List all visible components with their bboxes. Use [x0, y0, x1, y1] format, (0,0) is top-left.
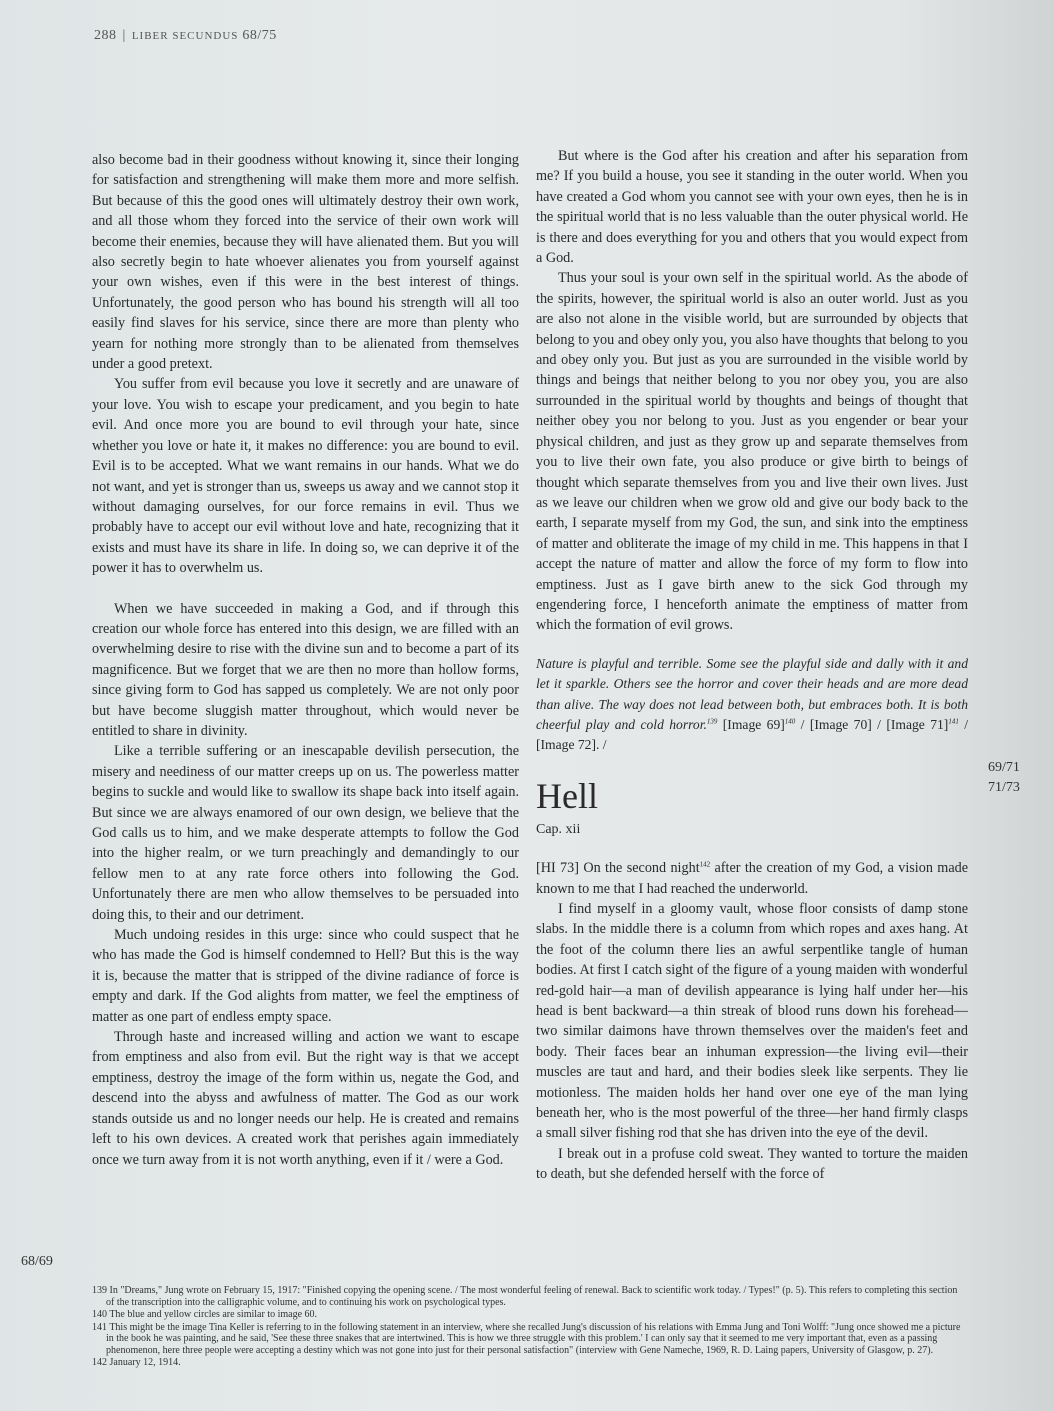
italic-text: Nature is playful and terrible. Some see the playful side and dally with it and let it sparkle. Others see the horror and cover their heads and are more dead than alive. The way does not lead between both, but embraces both. It is both cheerful play and cold horror.: [536, 655, 968, 732]
footnote-ref: 140: [784, 717, 796, 726]
folio-reference: 68/75: [242, 28, 277, 43]
left-column: [92, 150, 519, 1170]
footnote: 139 In "Dreams," Jung wrote on February 15, 1917: "Finished copying the opening scene. / The most wonderful feeling of renewal. Back to scientific work today. / Types!" (p. 5). This refers to completing this section of the transcription into the calligraphic volume, and to continuing his work on psychological types.: [92, 1285, 958, 1308]
paragraph: Thus your soul is your own self in the spiritual world. As the abode of the spirits, however, the spiritual world is also an outer world. Just as you are also not alone in the visible world, but are surrounded by objects that belong to you and obey only you, you also have thoughts that belong to you and obey only you. But just as you are surrounded in the visible world by things and beings that neither belong to you nor obey you, you are also surrounded in the spiritual world by thoughts and beings of thought that neither obey you nor belong to you. Just as you engender or bear your physical children, and just as they grow up and separate themselves from you to live their own fate, you also produce or give birth to beings of thought which separate themselves from you and live their own lives. Just as we leave our children when we grow old and give our body back to the earth, I separate myself from my God, the sun, and sink into the emptiness of matter and obliterate the image of my child in me. This happens in that I accept the nature of matter and allow the force of my form to flow into emptiness. Just as I gave birth anew to the sick God through my engendering force, I henceforth animate the emptiness of matter from which the formation of evil grows.: [536, 270, 968, 634]
footnote-ref: 141: [948, 717, 959, 726]
margin-note: 69/71: [988, 760, 1020, 775]
paragraph: I find myself in a gloomy vault, whose floor consists of damp stone slabs. In the middle there is a column from which ropes and axes hang. At the foot of the column there lies an awful serpentlike tangle of human bodies. At first I catch sight of the figure of a young maiden with wonderful red-gold hair—a man of devilish appearance is lying half under her—his head is bent backward—a thin streak of blood runs down his forehead—two similar daimons have thrown themselves over the maiden's feet and body. Their faces bear an inhuman expression—the living evil—their muscles are taut and hard, and their bodies sleek like serpents. They lie motionless. The maiden holds her hand over one eye of the man lying beneath her, who is the most powerful of the three—her hand firmly clasps a small silver fishing rod that she has driven into the eye of the devil.: [536, 901, 968, 1142]
image-ref: [Image 69]: [717, 716, 785, 732]
image-ref: / [Image 72]. /: [536, 716, 968, 753]
paragraph: When we have succeeded in making a God, and if through this creation our whole force has entered into this design, we are filled with an overwhelming desire to rise with the divine sun and to become a part of its magnificence. But we forget that we are then no more than hollow forms, since giving form to God has sapped us completely. We are not only poor but have become sluggish matter throughout, which would never be entitled to share in divinity.: [92, 600, 519, 739]
footnote-ref: 139: [706, 717, 718, 726]
right-column: [536, 146, 968, 1185]
paragraph: But where is the God after his creation and after his separation from me? If you build a house, you see it standing in the outer world. When you have created a God whom you cannot see with your own eyes, then he is in the spiritual world that is no less valuable than the outer physical world. He is there and does everything for you and others that you would expect from a God.: [536, 148, 968, 267]
footnotes: [92, 1285, 962, 1370]
paragraph: Much undoing resides in this urge: since who could suspect that he who has made the God is himself condemned to Hell? But this is the way it is, because the matter that is stripped of the divine radiance of force is empty and dark. If the God alights from matter, we feel the emptiness of matter as one part of endless empty space.: [92, 927, 519, 1025]
paragraph: I break out in a profuse cold sweat. They wanted to torture the maiden to death, but she defended herself with the force of: [536, 1145, 968, 1183]
footnote-ref: 142: [699, 860, 711, 869]
paragraph: Through haste and increased willing and action we want to escape from emptiness and also from evil. But the right way is that we accept emptiness, destroy the image of the form within us, negate the God, and descend into the abyss and awfulness of matter. The God as our work stands outside us and no longer needs our help. He is created and remains left to his own devices. A created work that perishes again immediately once we turn away from it is not worth anything, even if it / were a God.: [92, 1029, 519, 1168]
page-number: 288: [94, 28, 117, 43]
footnote: 140 The blue and yellow circles are similar to image 60.: [92, 1309, 318, 1320]
margin-note: 68/69: [21, 1254, 53, 1269]
image-ref: / [Image 70] / [Image 71]: [795, 716, 949, 732]
paragraph: [536, 858, 968, 899]
hell-intro-rest: after the creation of my God, a vision made known to me that I had reached the underworld.: [536, 860, 969, 897]
paragraph: You suffer from evil because you love it secretly and are unaware of your love. You wish to escape your predicament, and you begin to hate evil. And once more you are bound to evil through your hate, since whether you love or hate it, it makes no difference: you are bound to evil. Evil is to be accepted. What we want remains in our hands. What we do not want, and yet is stronger than us, sweeps us away and we cannot stop it without damaging ourselves, for our force remains in evil. Thus we probably have to accept our evil without love and hate, recognizing that it exists and must have its share in life. In doing so, we can deprive it of the power it has to overwhelm us.: [92, 376, 519, 577]
hell-intro: [HI 73] On the second night: [536, 860, 700, 877]
paragraph: also become bad in their goodness without knowing it, since their longing for satisfaction and strengthening will make them more and more selfish. But because of this the good ones will ultimately destroy their own work, and all those whom they forced into the service of their own work will become their enemies, because they will have alienated them. But you will also secretly begin to hate whoever alienates you from yourself against your own wishes, even if this were in the best interest of things. Unfortunately, the good person who has bound his strength will all too easily find slaves for his service, since there are more than plenty who yearn for nothing more strongly than to be alienated from themselves under a good pretext.: [92, 152, 519, 373]
section-title: Hell: [536, 775, 598, 816]
header-separator: |: [122, 28, 126, 43]
footnote: 141 This might be the image Tina Keller is referring to in the following statement in an interview, where she recalled Jung's discussion of his relations with Emma Jung and Toni Wolff: "Jung once showed me a picture in the book he was painting, and he said, 'See these three snakes that are intertwined. This is how we three struggle with this problem.' I can only say that it seemed to me very important that, even as a passing phenomenon, here three people were accepting a destiny which was not gone into just for their personal satisfaction" (interview with Gene Nameche, 1969, R. D. Laing papers, University of Glasgow, p. 27).: [92, 1321, 961, 1356]
section-subtitle: Cap. xii: [536, 821, 581, 837]
margin-note: 71/73: [988, 780, 1020, 795]
running-header: [94, 28, 277, 44]
paragraph: Like a terrible suffering or an inescapable devilish persecution, the misery and neediness of our matter creeps up on us. The powerless matter begins to suckle and would like to swallow its shape back into itself again. But since we are always enamored of our own design, we believe that the God calls us to him, and we make desperate attempts to follow the God into the higher realm, or we turn preachingly and demandingly to our fellow men to at any rate force others into following the God. Unfortunately there are men who allow themselves to be persuaded into doing this, to their and our detriment.: [92, 743, 519, 923]
italic-passage: [536, 654, 968, 756]
book-title: LIBER SECUNDUS: [131, 30, 239, 42]
footnote: 142 January 12, 1914.: [92, 1357, 181, 1368]
